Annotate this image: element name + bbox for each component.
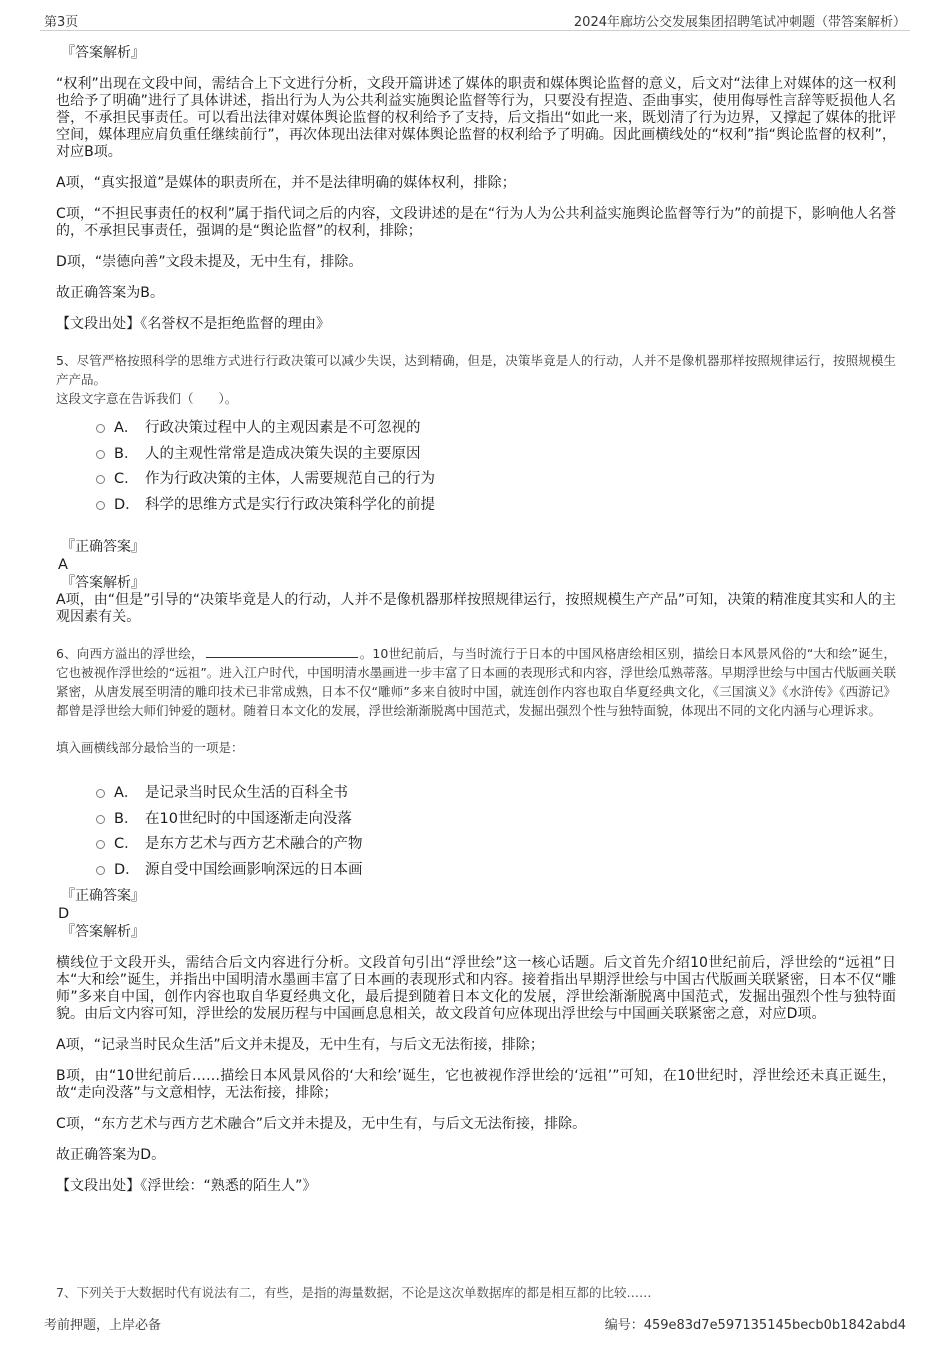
q5-answer-label: 『正确答案』 [61,539,145,555]
page-content [56,44,896,1195]
option-text: 科学的思维方式是实行行政决策科学化的前提 [145,496,435,513]
option-letter: D． [114,861,140,878]
page-number: 第3页 [44,15,79,30]
option-text: 作为行政决策的主体，人需要规范自己的行为 [145,471,435,488]
next-question-clipped [56,1285,896,1300]
q6-analysis-label: 『答案解析』 [61,924,145,940]
q4-analysis-option-c: C项，“不担民事责任的权利”属于指代词之后的内容，文段讲述的是在“行为人为公共利益实施舆论监督等行为”的前提下，影响他人名誉的，不承担民事责任，强调的是“舆论监督”的权利，排除； [56,206,896,239]
q4-analysis-label: 『答案解析』 [61,45,145,61]
q6-analysis-option-b: B项，由“10世纪前后……描绘日本风景风俗的‘大和绘’诞生，它也被视作浮世绘的‘远祖’”可知，在10世纪时，浮世绘还未真正诞生，故“走向没落”与文意相悖，无法衔接，排除； [56,1068,896,1101]
q5-option-c[interactable] [96,465,896,491]
q5-analysis: A项，由“但是”引导的“决策毕竟是人的行动，人并不是像机器那样按照规律运行，按照规模生产产品”可知，决策的精准度其实和人的主观因素有关。 [56,592,896,625]
q6-stem [56,644,896,720]
fill-in-blank [206,645,358,658]
radio-icon[interactable] [96,501,105,510]
q6-options [96,779,896,881]
q6-option-a[interactable] [96,779,896,805]
q4-source: 【文段出处】《名誉权不是拒绝监督的理由》 [56,316,330,332]
q5-options [96,414,896,516]
option-text: 行政决策过程中人的主观因素是不可忽视的 [145,420,421,437]
option-text: 人的主观性常常是造成决策失误的主要原因 [145,445,421,462]
q5-analysis-label: 『答案解析』 [61,575,145,591]
q6-source: 【文段出处】《浮世绘：“熟悉的陌生人”》 [56,1178,317,1194]
q6-option-d[interactable] [96,856,896,882]
q5-option-d[interactable] [96,491,896,517]
q6-stem-rest: 。10世纪前后，与当时流行于日本的中国风格唐绘相区别，描绘日本风景风俗的“大和绘”诞生，它也被视作浮世绘的“远祖”。进入江户时代，中国明清水墨画进一步丰富了日本画的表现形式和内容，浮世绘瓜熟蒂落。早期浮世绘与中国古代版画关联紧密，从唐发展至明清的雕印技术已非常成熟，日本不仅“雕师”多来自彼时中国，就连创作内容也取自华夏经典文化，《三国演义》《水浒传》《西游记》都曾是浮世绘大师们钟爱的题材。随着日本文化的发展，浮世绘渐渐脱离中国范式，发掘出强烈个性与独特面貌，体现出不同的文化内涵与心理诉求。 [56,646,896,718]
option-letter: C． [114,471,139,488]
q6-stem-start: 6、向西方溢出的浮世绘， [56,646,204,661]
q6-conclusion: 故正确答案为D。 [56,1147,166,1163]
q6-prompt: 填入画横线部分最恰当的一项是： [56,740,244,755]
option-letter: A． [114,785,139,802]
option-letter: C． [114,836,139,853]
q6-analysis-option-c: C项，“东方艺术与西方艺术融合”后文并未提及，无中生有，与后文无法衔接，排除。 [56,1116,587,1132]
option-text: 是东方艺术与西方艺术融合的产物 [145,836,363,853]
q5-stem: 5、尽管严格按照科学的思维方式进行行政决策可以减少失误，达到精确，但是，决策毕竟是人的行动，人并不是像机器那样按照规律运行，按照规模生产产品。 [56,353,896,387]
q5-option-b[interactable] [96,440,896,466]
option-letter: B． [114,445,139,462]
q7-partial-text: 7、下列关于大数据时代有说法有二，有些，是指的海量数据，不论是这次单数据库的都是相互都的比较…… [56,1285,652,1300]
q4-conclusion: 故正确答案为B。 [56,285,165,301]
radio-icon[interactable] [96,866,105,875]
q4-analysis-option-d: D项，“崇德向善”文段未提及，无中生有，排除。 [56,254,363,270]
q6-option-b[interactable] [96,805,896,831]
q6-analysis-paragraph: 横线位于文段开头，需结合后文内容进行分析。文段首句引出“浮世绘”这一核心话题。后文首先介绍10世纪前后，浮世绘的“远祖”日本“大和绘”诞生，并指出中国明清水墨画丰富了日本画的表现形式和内容。接着指出早期浮世绘与中国古代版画关联紧密，日本不仅“雕师”多来自中国，创作内容也取自华夏经典文化，最后提到随着日本文化的发展，浮世绘渐渐脱离中国范式，发掘出强烈个性与独特面貌。由后文内容可知，浮世绘的发展历程与中国画息息相关，故文段首句应体现出浮世绘与中国画关联紧密之意，对应D项。 [56,955,896,1022]
header-divider [40,30,910,31]
radio-icon[interactable] [96,450,105,459]
q5-answer: A [58,557,68,573]
q5-prompt: 这段文字意在告诉我们（ ）。 [56,391,238,406]
option-text: 源自受中国绘画影响深远的日本画 [145,861,363,878]
q6-answer-label: 『正确答案』 [61,888,145,904]
document-title: 2024年廊坊公交发展集团招聘笔试冲刺题（带答案解析） [573,15,906,30]
option-letter: D． [114,496,140,513]
radio-icon[interactable] [96,475,105,484]
radio-icon[interactable] [96,840,105,849]
option-letter: A． [114,420,139,437]
footer-slogan: 考前押题，上岸必备 [44,1318,162,1333]
option-letter: B． [114,810,139,827]
q6-analysis-option-a: A项，“记录当时民众生活”后文并未提及，无中生有，与后文无法衔接，排除； [56,1037,544,1053]
q4-analysis-option-a: A项，“真实报道”是媒体的职责所在，并不是法律明确的媒体权利，排除； [56,175,516,191]
page-header [0,0,950,30]
q6-option-c[interactable] [96,830,896,856]
option-text: 是记录当时民众生活的百科全书 [145,785,348,802]
radio-icon[interactable] [96,789,105,798]
q6-answer: D [58,906,70,922]
q4-analysis-paragraph: “权利”出现在文段中间，需结合上下文进行分析，文段开篇讲述了媒体的职责和媒体舆论监督的意义，后文对“法律上对媒体的这一权利也给予了明确”进行了具体讲述，指出行为人为公共利益实施舆论监督等行为，只要没有捏造、歪曲事实，使用侮辱性言辞等贬损他人名誉，不承担民事责任。可以看出法律对媒体舆论监督的权利给予了支持，后文指出“如此一来，既划清了行为边界，又撑起了媒体的批评空间，媒体理应肩负重任继续前行”，再次体现出法律对媒体舆论监督的权利给予了明确。因此画横线处的“权利”指“舆论监督的权利”，对应B项。 [56,76,896,160]
option-text: 在10世纪时的中国逐渐走向没落 [145,810,352,827]
footer-doc-id: 编号：459e83d7e597135145becb0b1842abd4 [604,1318,906,1333]
q5-option-a[interactable] [96,414,896,440]
radio-icon[interactable] [96,424,105,433]
radio-icon[interactable] [96,815,105,824]
